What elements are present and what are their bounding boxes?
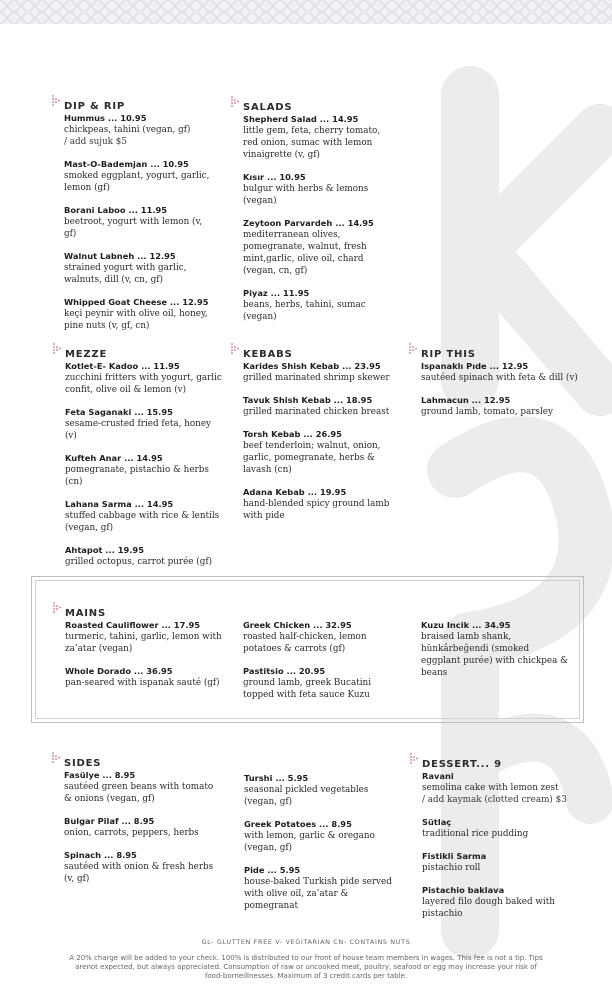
dotted-leaf-icon [53,343,61,355]
item-name: Adana Kebab ... 19.95 [243,487,347,497]
item-name: Pide ... 5.95 [244,865,301,875]
menu-item [65,619,225,655]
item-name: Whipped Goat Cheese ... 12.95 [64,297,209,307]
item-name: Pistachio baklava [422,885,505,895]
menu-item [422,770,582,806]
section-mezze [65,342,225,578]
item-description: bulgur with herbs & lemons (vegan) [243,184,369,206]
item-name: Lahana Sarma ... 14.95 [65,499,174,509]
section-title: RIP THIS [421,349,476,360]
section-salads [243,95,393,333]
section-sides-col2 [244,772,394,922]
item-name: Fasülye ... 8.95 [64,770,136,780]
item-name: Ravani [422,771,454,781]
menu-item [243,619,393,655]
item-name: Karides Shish Kebab ... 23.95 [243,361,381,371]
item-description: sautéed spinach with feta & dill (v) [421,373,578,383]
menu-item [64,296,214,332]
item-name: Borani Laboo ... 11.95 [64,205,168,215]
menu-item [65,665,225,689]
item-description: sautéed green beans with tomato & onions (vegan, gf) [64,782,214,804]
menu-item [421,394,581,418]
section-dip-rip [64,94,214,342]
menu-item [65,406,225,442]
section-dessert [422,752,582,930]
item-name: Kısır ... 10.95 [243,172,306,182]
item-description: turmeric, tahini, garlic, lemon with za’atar (vegan) [65,632,222,654]
dietary-legend: GL- GLUTTEN FREE V- VEGITARIAN CN- CONTAINS NUTS [201,938,411,946]
item-addon: / add sujuk $5 [64,137,127,147]
item-description: ground lamb, greek Bucatini topped with feta sauce Kuzu [243,678,372,700]
item-name: Walnut Labneh ... 12.95 [64,251,176,261]
item-name: Fistikli Sarma [422,851,487,861]
menu-item [421,360,581,384]
item-description: hand-blended spicy ground lamb with pide [243,499,390,521]
dotted-leaf-icon [52,95,60,107]
item-description: with lemon, garlic & oregano (vegan, gf) [244,831,375,853]
item-name: Roasted Cauliflower ... 17.95 [65,620,201,630]
item-description: roasted half-chicken, lemon potatoes & carrots (gf) [243,632,367,654]
item-name: Pastitsio ... 20.95 [243,666,326,676]
item-name: Spinach ... 8.95 [64,850,137,860]
item-description: traditional rice pudding [422,829,529,839]
item-description: layered filo dough baked with pistachio [422,897,555,919]
item-description: beetroot, yogurt with lemon (v, gf) [64,217,203,239]
menu-item [244,818,394,854]
section-mains-col2 [243,619,393,711]
item-description: braised lamb shank, hünkârbeğendi (smoked eggplant purée) with chickpea & beans [421,632,569,678]
item-name: Lahmacun ... 12.95 [421,395,511,405]
menu-item [64,158,214,194]
menu-item [244,772,394,808]
menu-item [243,287,393,323]
item-name: Torsh Kebab ... 26.95 [243,429,342,439]
item-name: Tavuk Shish Kebab ... 18.95 [243,395,373,405]
menu-item [422,884,582,920]
item-name: Ispanaklı Pıde ... 12.95 [421,361,529,371]
item-description: grilled marinated chicken breast [243,407,390,417]
section-title: DESSERT... 9 [422,759,502,770]
menu-item [64,112,214,148]
item-name: Greek Potatoes ... 8.95 [244,819,352,829]
item-description: house-baked Turkish pide served with olive oil, za’atar & pomegranat [244,877,392,911]
section-title: MEZZE [65,349,108,360]
item-description: ground lamb, tomato, parsley [421,407,553,417]
item-description: keçi peynir with olive oil, honey, pine nuts (v, gf, cn) [64,309,208,331]
item-name: Bulgar Pilaf ... 8.95 [64,816,155,826]
section-sides [64,751,214,895]
decorative-pattern-band [0,0,612,24]
section-title: MAINS [65,608,106,619]
menu-item [64,250,214,286]
menu-item [243,486,393,522]
menu-item [243,360,393,384]
menu-item [64,849,214,885]
section-title: SALADS [243,102,293,113]
item-description: strained yogurt with garlic, walnuts, dill (v, cn, gf) [64,263,187,285]
item-description: chickpeas, tahini (vegan, gf) [64,125,191,135]
item-name: Kufteh Anar ... 14.95 [65,453,163,463]
item-name: Zeytoon Parvardeh ... 14.95 [243,218,374,228]
menu-item [64,815,214,839]
item-name: Shepherd Salad ... 14.95 [243,114,359,124]
menu-item [243,394,393,418]
dotted-leaf-icon [409,343,417,355]
menu-item [243,428,393,476]
item-description: grilled marinated shrimp skewer [243,373,390,383]
section-rip-this [421,342,581,428]
menu-item [421,619,571,679]
service-charge-notice: A 20% charge will be added to your check. 100% is distributed to our front of house team members in wages. This fee is not a tip. Tips arenot expected, but always appreciated. Consumption of raw or uncooked meat, poultry, seafood or egg may increase your risk of food-borneillnesses. Maximum of 3 credit cards per table. [69,954,543,980]
menu-item [243,665,393,701]
item-name: Greek Chicken ... 32.95 [243,620,352,630]
item-name: Kuzu Incik ... 34.95 [421,620,511,630]
section-title: KEBABS [243,349,293,360]
dotted-leaf-icon [53,602,61,614]
menu-item [244,864,394,912]
item-description: beef tenderloin; walnut, onion, garlic, pomegranate, herbs & lavash (cn) [243,441,381,475]
item-name: Turshi ... 5.95 [244,773,309,783]
section-mains [65,601,225,699]
item-description: stuffed cabbage with rice & lentils (vegan, gf) [65,511,220,533]
section-mains-col3 [421,619,571,689]
item-description: semolina cake with lemon zest [422,783,559,793]
menu-item [64,769,214,805]
section-kebabs [243,342,393,532]
menu-item [422,816,582,840]
item-name: Feta Saganaki ... 15.95 [65,407,173,417]
menu-item [65,452,225,488]
menu-item [243,113,393,161]
item-name: Hummus ... 10.95 [64,113,147,123]
item-description: mediterranean olives, pomegranate, walnut, fresh mint,garlic, olive oil, chard (vegan, cn, gf) [243,230,367,276]
item-description: smoked eggplant, yogurt, garlic, lemon (gf) [64,171,210,193]
dotted-leaf-icon [410,753,418,765]
item-description: sautéed with onion & fresh herbs (v, gf) [64,862,214,884]
item-description: zucchini fritters with yogurt, garlic confit, olive oil & lemon (v) [65,373,222,395]
item-description: onion, carrots, peppers, herbs [64,828,199,838]
item-description: grilled octopus, carrot purée (gf) [65,557,213,567]
item-description: seasonal pickled vegetables (vegan, gf) [244,785,369,807]
dotted-leaf-icon [231,96,239,108]
item-description: pan-seared with ispanak sauté (gf) [65,678,220,688]
menu-item [65,360,225,396]
item-description: beans, herbs, tahini, sumac (vegan) [243,300,366,322]
menu-item [243,171,393,207]
menu-item [65,498,225,534]
menu-item [64,204,214,240]
item-description: sesame-crusted fried feta, honey (v) [65,419,212,441]
item-name: Whole Dorado ... 36.95 [65,666,173,676]
section-title: SIDES [64,758,102,769]
item-description: little gem, feta, cherry tomato, red onion, sumac with lemon vinaigrette (v, gf) [243,126,381,160]
menu-item [243,217,393,277]
item-name: Kotlet-E- Kadoo ... 11.95 [65,361,180,371]
item-description: pistachio roll [422,863,481,873]
menu-item [65,544,225,568]
item-name: Mast-O-Bademjan ... 10.95 [64,159,189,169]
section-title: DIP & RIP [64,101,125,112]
item-name: Ahtapot ... 19.95 [65,545,144,555]
item-name: Piyaz ... 11.95 [243,288,310,298]
item-name: Sütlaç [422,817,452,827]
item-addon: / add kaymak (clotted cream) $3 [422,795,567,805]
dotted-leaf-icon [231,343,239,355]
item-description: pomegranate, pistachio & herbs (cn) [65,465,209,487]
dotted-leaf-icon [52,752,60,764]
menu-item [422,850,582,874]
